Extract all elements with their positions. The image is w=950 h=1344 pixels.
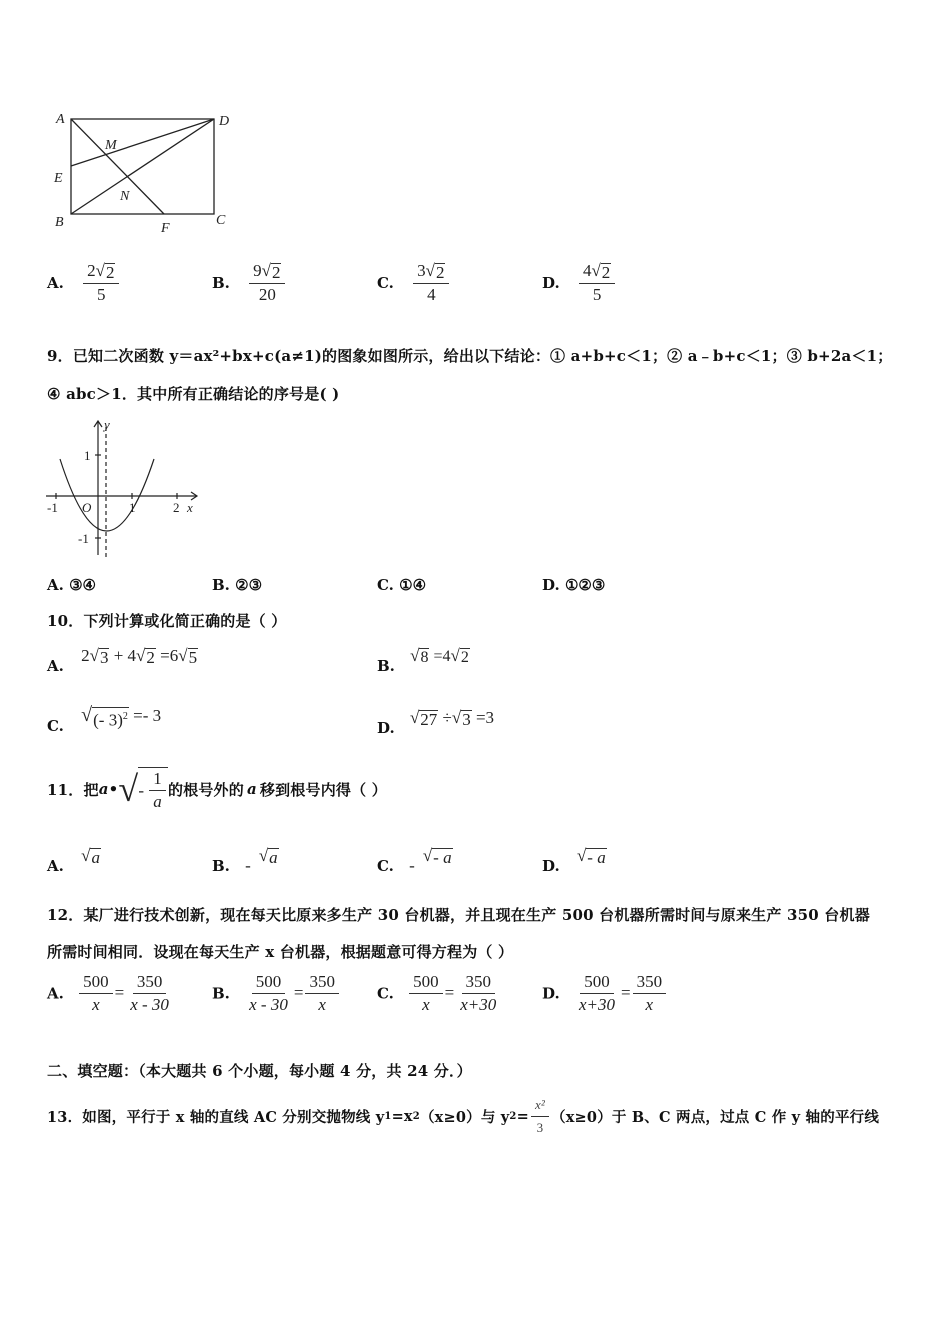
q13-stem: 13．如图，平行于 x 轴的直线 AC 分别交抛物线 y 1 =x 2 （x≥0）与 y 2 = $\frac{\text{x²}}{3}$ （x≥0）于 B、C 两点，过点 C 作 y 轴的平行线 — [47, 1096, 880, 1135]
q9-option-b[interactable]: B. ②③ — [212, 576, 263, 594]
y-axis-label: y — [104, 417, 110, 432]
parabola-curve — [60, 459, 154, 531]
segment-af — [71, 119, 164, 214]
q11-stem: 11．把 a • √ - $\frac{1}{a}$ 的根号外的 a 移到根号内得（ ） — [47, 769, 387, 811]
label-c: C — [216, 213, 226, 228]
label-m: M — [105, 138, 117, 153]
q10-stem: 10．下列计算或化简正确的是（ ） — [47, 612, 287, 630]
section-heading: 二、填空题：（本大题共 6 个小题，每小题 4 分，共 24 分．） — [47, 1062, 472, 1080]
q10-option-a[interactable]: A. 2 √ 3 + 4 √ 2 =6 √ 5 — [47, 646, 198, 675]
q9-option-c[interactable]: C. ①④ — [377, 576, 427, 594]
tick-1-x: 1 — [129, 500, 136, 515]
q12-option-b[interactable]: B. $\frac{500}{x - 30}$ = $\frac{350}{x}$ — [212, 973, 341, 1014]
rectangle-figure — [48, 105, 248, 235]
x-axis-label: x — [187, 500, 193, 515]
tick-neg1-y: -1 — [78, 531, 89, 546]
q12-option-d[interactable]: D. $\frac{500}{x+30}$ = $\frac{350}{x}$ — [542, 973, 668, 1014]
q12-stem-line1: 12．某厂进行技术创新，现在每天比原来多生产 30 台机器，并且现在生产 500 台机器所需时间与原来生产 350 台机器 — [47, 906, 870, 924]
q9-stem-line2: ④ abc＞1．其中所有正确结论的序号是( ) — [47, 385, 340, 403]
q8-option-d[interactable]: D. 4 √ 2 5 — [542, 262, 617, 304]
q9-stem-line1: 9．已知二次函数 y＝ax²+bx+c(a≠1)的图象如图所示，给出以下结论：① a+b+c＜1；② a﹣b+c＜1；③ b+2a＜1； — [47, 347, 893, 365]
q11-option-b[interactable]: B. - √ a — [212, 846, 278, 875]
segment-bd — [71, 119, 214, 214]
parabola-graph — [42, 415, 207, 560]
q11-option-a[interactable]: A. √ a — [47, 846, 100, 875]
q11-option-d[interactable]: D. √ - a — [542, 846, 606, 875]
label-n: N — [120, 189, 130, 204]
q11-option-c[interactable]: C. - √ - a — [377, 846, 452, 875]
q10-option-b[interactable]: B. √ 8 =4 √ 2 — [377, 646, 469, 675]
tick-2-x: 2 — [173, 500, 180, 515]
q9-option-d[interactable]: D. ①②③ — [542, 576, 606, 594]
label-f: F — [161, 221, 170, 235]
q12-option-a[interactable]: A. $\frac{500}{x}$ = $\frac{350}{x - 30}$ — [47, 972, 169, 1014]
q12-stem-line2: 所需时间相同．设现在每天生产 x 台机器，根据题意可得方程为（ ） — [47, 943, 514, 961]
label-b: B — [55, 215, 64, 230]
q10-option-d[interactable]: D. √ 27 ÷ √ 3 =3 — [377, 708, 495, 737]
q8-option-a[interactable]: A. 2 √ 2 5 — [47, 262, 121, 304]
q12-option-c[interactable]: C. $\frac{500}{x}$ = $\frac{350}{x+30}$ — [377, 972, 497, 1014]
label-a: A — [56, 112, 65, 127]
label-e: E — [54, 171, 63, 186]
q10-option-c[interactable]: C. √ (- 3)$^2$ =- 3 — [47, 704, 162, 735]
q8-option-c[interactable]: C. 3 √ 2 4 — [377, 262, 451, 304]
radical-sign-icon: √ — [118, 769, 139, 809]
tick-neg1-x: -1 — [47, 500, 58, 515]
tick-1-y: 1 — [84, 448, 91, 463]
option-letter: A. — [47, 274, 64, 292]
label-d: D — [219, 114, 230, 129]
segment-ed — [71, 119, 214, 166]
q8-option-b[interactable]: B. 9 √ 2 20 — [212, 262, 287, 304]
origin-label: O — [82, 500, 92, 515]
q9-option-a[interactable]: A. ③④ — [47, 576, 97, 594]
